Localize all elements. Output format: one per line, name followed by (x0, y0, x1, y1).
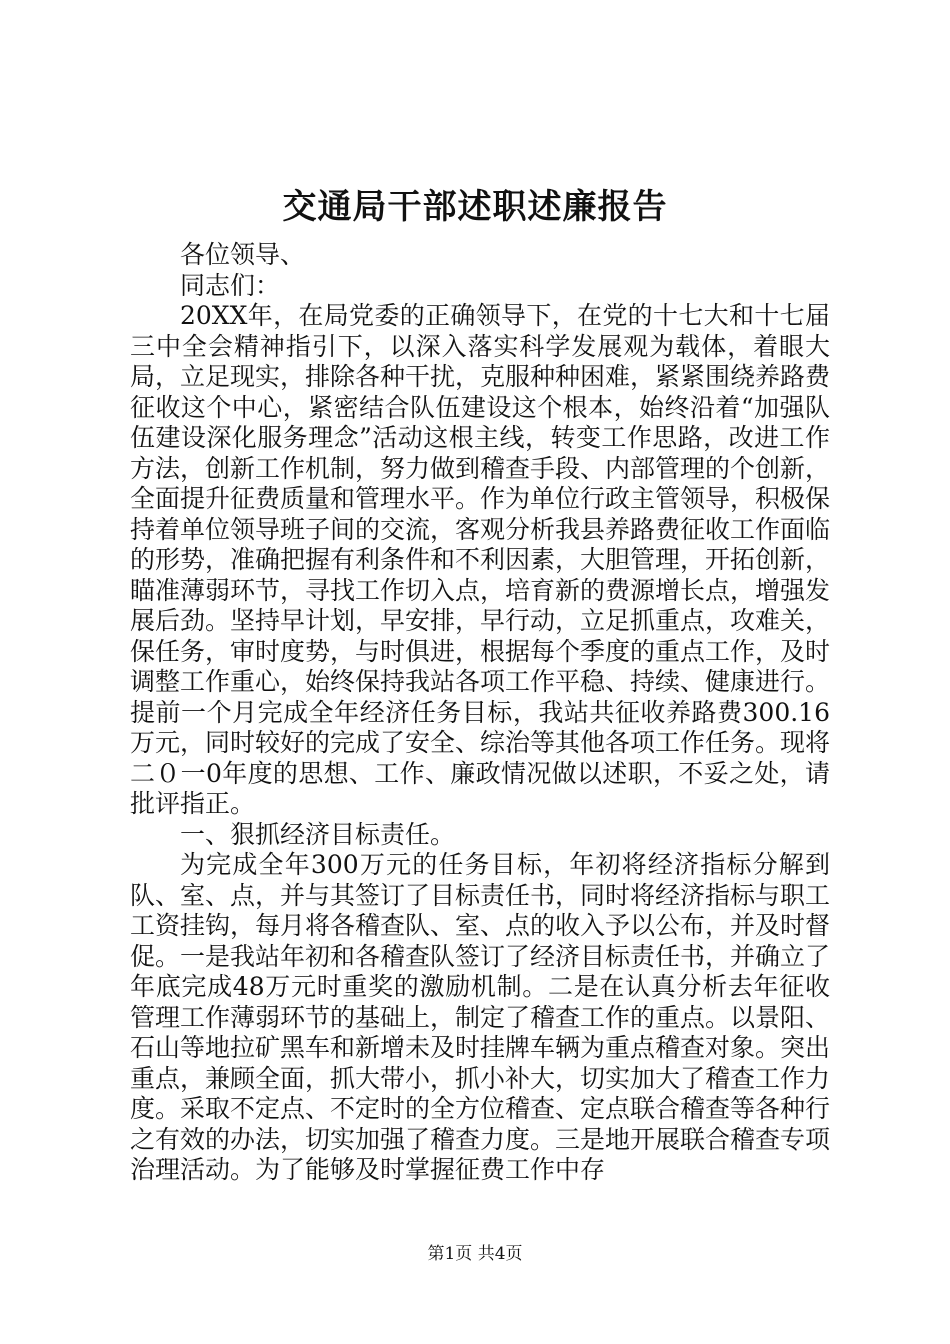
salutation-line: 各位领导、 (180, 240, 306, 269)
salutation-line: 同志们： (180, 270, 281, 300)
body-paragraph: 为完成全年300万元的任务目标，年初将经济指标分解到队、室、点，并与其签订了目标责任书，同时将经济指标与职工工资挂钩，每月将各稽查队、室、点的收入予以公布，并及时督促。一是我站年初和各稽查队签订了经济目标责任书，并确立了年底完成48万元时重奖的激励机制。二是在认真分析去年征收管理工作薄弱环节的基础上，制定了稽查工作的重点。以景阳、石山等地拉矿黑车和新增未及时挂牌车辆为重点稽查对象。突出重点，兼顾全面，抓大带小，抓小补大，切实加大了稽查工作力度。采取不定点、不定时的全方位稽查、定点联合稽查等各种行之有效的办法，切实加强了稽查力度。三是地开展联合稽查专项治理活动。为了能够及时掌握征费工作中存 (130, 850, 831, 1184)
document-body (130, 240, 830, 1186)
section-heading: 一、狠抓经济目标责任。 (180, 819, 456, 849)
body-paragraph: 20XX年，在局党委的正确领导下，在党的十七大和十七届三中全会精神指引下，以深入落实科学发展观为载体，着眼大局，立足现实，排除各种干扰，克服种种困难，紧紧围绕养路费征收这个中心，紧密结合队伍建设这个根本，始终沿着“加强队伍建设深化服务理念”活动这根主线，转变工作思路，改进工作方法，创新工作机制，努力做到稽查手段、内部管理的个创新，全面提升征费质量和管理水平。作为单位行政主管领导，积极保持着单位领导班子间的交流，客观分析我县养路费征收工作面临的形势，准确把握有利条件和不利因素，大胆管理，开拓创新，瞄准薄弱环节，寻找工作切入点，培育新的费源增长点，增强发展后劲。坚持早计划，早安排，早行动，立足抓重点，攻难关，保任务，审时度势，与时俱进，根据每个季度的重点工作，及时调整工作重心，始终保持我站各项工作平稳、持续、健康进行。提前一个月完成全年经济任务目标，我站共征收养路费300.16万元，同时较好的完成了安全、综治等其他各项工作任务。现将二０一0年度的思想、工作、廉政情况做以述职，不妥之处，请批评指正。 (130, 301, 831, 818)
page-footer: 第1页 共4页 (427, 1244, 523, 1264)
document-title: 交通局干部述职述廉报告 (282, 187, 668, 227)
